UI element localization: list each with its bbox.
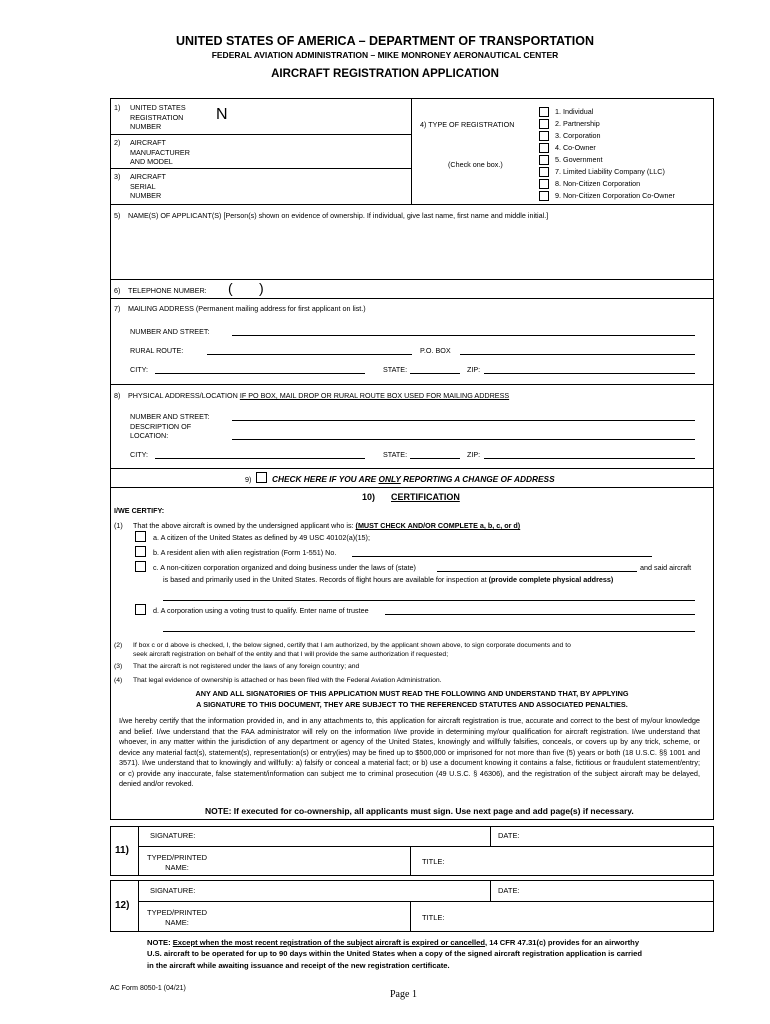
section9-num: 9) [245, 475, 252, 484]
item4-num: (4) [114, 677, 123, 684]
reg-type-option: 1. Individual [555, 107, 594, 116]
flight-records-address-field[interactable] [163, 600, 695, 601]
page-subtitle: FEDERAL AVIATION ADMINISTRATION – MIKE MONRONEY AERONAUTICAL CENTER [211, 50, 559, 60]
option-c-text-2: is based and primarily used in the United States. Records of flight hours are available for inspection at (provide complete physical address) [163, 575, 614, 584]
registration-number-field[interactable] [232, 102, 408, 130]
phone-paren-open: ( [228, 280, 233, 296]
section2-num: 2) [114, 138, 121, 147]
mailing-zip-field[interactable] [484, 373, 695, 374]
co-ownership-note: NOTE: If executed for co-ownership, all applicants must sign. Use next page and add page(s) if necessary. [205, 806, 634, 816]
title-label: TITLE: [422, 857, 445, 866]
city-label: CITY: [130, 450, 148, 459]
zip-label: ZIP: [467, 365, 481, 374]
po-box-label: P.O. BOX [420, 346, 451, 355]
option-d-text: d. A corporation using a voting trust to qualify. Enter name of trustee [153, 606, 369, 615]
reg-type-checkbox-non-citizen-co-owner[interactable] [539, 191, 549, 201]
section1-label: UNITED STATES REGISTRATION NUMBER [130, 103, 186, 132]
reg-type-option: 5. Government [555, 155, 603, 164]
form-frame [110, 98, 714, 820]
title-field-11[interactable] [450, 849, 710, 874]
signature-label: SIGNATURE: [150, 831, 196, 840]
manufacturer-model-field[interactable] [220, 138, 408, 166]
reg-type-checkbox-corporation[interactable] [539, 131, 549, 141]
reg-type-option: 8. Non-Citizen Corporation [555, 179, 641, 188]
registration-type-label: 4) TYPE OF REGISTRATION [420, 120, 515, 129]
section2-label: AIRCRAFT MANUFACTURER AND MODEL [130, 138, 190, 167]
rural-route-label: RURAL ROUTE: [130, 346, 184, 355]
alien-registration-field[interactable] [352, 556, 652, 557]
voting-trust-checkbox-d[interactable] [135, 604, 146, 615]
form-title: AIRCRAFT REGISTRATION APPLICATION [271, 68, 499, 80]
reg-type-checkbox-government[interactable] [539, 155, 549, 165]
zip-label: ZIP: [467, 450, 481, 459]
item1-text: That the above aircraft is owned by the undersigned applicant who is: (MUST CHECK AND/OR COMPLETE a, b, c, or d) [133, 521, 521, 530]
change-of-address-label: CHECK HERE IF YOU ARE ONLY REPORTING A CHANGE OF ADDRESS [272, 474, 555, 484]
item4-text: That legal evidence of ownership is attached or has been filed with the Federal Aviation Administration. [133, 677, 442, 684]
mailing-state-field[interactable] [410, 373, 460, 374]
serial-number-field[interactable] [220, 172, 408, 200]
item2-num: (2) [114, 642, 123, 649]
physical-location-field[interactable] [232, 439, 695, 440]
state-of-incorporation-field[interactable] [437, 571, 637, 572]
section12-num: 12) [115, 900, 130, 911]
reg-type-checkbox-llc[interactable] [539, 167, 549, 177]
trustee-name-field-2[interactable] [163, 631, 695, 632]
page-number: Page 1 [390, 989, 417, 1000]
mailing-city-field[interactable] [155, 373, 365, 374]
title-label: TITLE: [422, 913, 445, 922]
penalty-warning: ANY AND ALL SIGNATORIES OF THIS APPLICATION MUST READ THE FOLLOWING AND UNDERSTAND THAT, BY APPLYING A SIGNATURE TO THIS DOCUMENT, THEY ARE SUBJECT TO THE REFERENCED STATUTES AND ASSOCIATED PENALTIES. [195, 689, 629, 709]
airworthy-note: NOTE: Except when the most recent registration of the subject aircraft is expired or cancelled, 14 CFR 47.31(c) provides for an airworthy U.S. aircraft to be operated for up to 90 days within the United States when a copy of the signed aircraft registration application is carried in the aircraft while awaiting issuance and receipt of the new registration certificate. [147, 938, 642, 970]
reg-type-option: 3. Corporation [555, 131, 601, 140]
physical-city-field[interactable] [155, 458, 365, 459]
city-label: CITY: [130, 365, 148, 374]
item3-num: (3) [114, 663, 123, 670]
state-label: STATE: [383, 450, 408, 459]
mailing-street-field[interactable] [232, 335, 695, 336]
option-c-text: c. A non-citizen corporation organized and doing business under the laws of (state) [153, 563, 416, 572]
reg-type-option: 9. Non-Citizen Corporation Co-Owner [555, 191, 675, 200]
item3-text: That the aircraft is not registered under the laws of any foreign country; and [133, 663, 360, 670]
we-certify-label: I/WE CERTIFY: [114, 506, 165, 515]
section5-num: 5) [114, 211, 121, 220]
date-label: DATE: [498, 831, 520, 840]
section6-num: 6) [114, 286, 121, 295]
mailing-address-label: MAILING ADDRESS (Permanent mailing address for first applicant on list.) [128, 304, 366, 313]
street-label: NUMBER AND STREET: DESCRIPTION OF LOCATION: [130, 412, 210, 441]
item1-num: (1) [114, 521, 123, 530]
option-a-text: a. A citizen of the United States as defined by 49 USC 40102(a)(15); [153, 533, 370, 542]
section3-num: 3) [114, 172, 121, 181]
reg-type-option: 7. Limited Liability Company (LLC) [555, 167, 665, 176]
physical-street-field[interactable] [232, 420, 695, 421]
option-b-text: b. A resident alien with alien registration (Form 1-551) No. [153, 548, 337, 557]
date-label: DATE: [498, 886, 520, 895]
applicant-name-field[interactable] [114, 224, 710, 276]
section7-num: 7) [114, 304, 121, 313]
typed-name-label: TYPED/PRINTED NAME: [146, 853, 207, 873]
physical-zip-field[interactable] [484, 458, 695, 459]
resident-alien-checkbox-b[interactable] [135, 546, 146, 557]
citizen-checkbox-a[interactable] [135, 531, 146, 542]
signature-field-11[interactable] [200, 828, 486, 844]
physical-state-field[interactable] [410, 458, 460, 459]
reg-type-checkbox-individual[interactable] [539, 107, 549, 117]
typed-name-field-11[interactable] [215, 849, 405, 874]
rural-route-field[interactable] [207, 354, 412, 355]
signature-label: SIGNATURE: [150, 886, 196, 895]
reg-type-checkbox-partnership[interactable] [539, 119, 549, 129]
registration-prefix: N [216, 106, 228, 123]
reg-type-option: 4. Co-Owner [555, 143, 596, 152]
trustee-name-field[interactable] [385, 614, 695, 615]
section11-num: 11) [115, 845, 129, 856]
reg-type-checkbox-non-citizen-corp[interactable] [539, 179, 549, 189]
phone-paren-close: ) [259, 280, 264, 296]
page-title: UNITED STATES OF AMERICA – DEPARTMENT OF TRANSPORTATION [175, 34, 595, 48]
section10-num: 10) [362, 492, 376, 502]
item2-text: If box c or d above is checked, I, the below signed, certify that I am authorized, by the applicant shown above, to sign corporate documents and to seek aircraft registration on behalf of the entity and that I will provide the same authorization if requested; [133, 642, 571, 659]
reg-type-option: 2. Partnership [555, 119, 600, 128]
date-field-11[interactable] [528, 828, 710, 844]
form-number: AC Form 8050-1 (04/21) [110, 985, 186, 992]
section3-label: AIRCRAFT SERIAL NUMBER [130, 172, 166, 201]
section8-num: 8) [114, 391, 121, 400]
state-label: STATE: [383, 365, 408, 374]
title-field-12[interactable] [450, 904, 710, 930]
change-of-address-checkbox[interactable] [256, 472, 267, 483]
registration-type-hint: (Check one box.) [448, 160, 503, 169]
telephone-field[interactable] [236, 283, 436, 295]
po-box-field[interactable] [460, 354, 695, 355]
telephone-label: TELEPHONE NUMBER: [128, 286, 207, 295]
certification-paragraph: I/we hereby certify that the information provided in, and in any attachments to, this application for aircraft registration is true, accurate and correct to the best of my/our knowledge and belief. I/we understand that the FAA administrator will rely on the information I/we provide in determining my/our qualification for aircraft registration. I/we understand that whoever, in any matter within the jurisdiction of any department or agency of the United States, knowingly and willfully falsifies, conceals, or covers up by any trick, scheme, or device any material fact(s), statement(s), representation(s) or entry(ies) may be fined up to $500,000 or imprisoned for not more than five (5) years or both (18 U.S.C. §§ 1001 and 3571). I/we understand that to knowingly and willfully: a) falsify or conceal a material fact; or b) use a document knowing it contains a false, fictitious or fraudulent statement/entry; or c) provide any inaccurate, false statement/information can subject me to criminal prosecution (49 U.S.C. § 46306), and the registration of the subject aircraft may be delayed, denied and/or revoked. [119, 716, 700, 789]
signature-field-12[interactable] [200, 883, 486, 899]
typed-name-field-12[interactable] [215, 904, 405, 930]
physical-address-label: PHYSICAL ADDRESS/LOCATION IF PO BOX, MAIL DROP OR RURAL ROUTE BOX USED FOR MAILING ADDRESS [128, 391, 510, 400]
applicant-name-label: NAME(S) OF APPLICANT(S) [Person(s) shown on evidence of ownership. If individual, give last name, first name and middle initial.] [128, 211, 549, 220]
option-c-end: and said aircraft [640, 563, 692, 572]
typed-name-label: TYPED/PRINTED NAME: [146, 908, 207, 928]
reg-type-checkbox-co-owner[interactable] [539, 143, 549, 153]
date-field-12[interactable] [528, 883, 710, 899]
non-citizen-corp-checkbox-c[interactable] [135, 561, 146, 572]
street-label: NUMBER AND STREET: [130, 327, 210, 336]
certification-title: CERTIFICATION [391, 492, 460, 502]
section1-num: 1) [114, 103, 121, 112]
